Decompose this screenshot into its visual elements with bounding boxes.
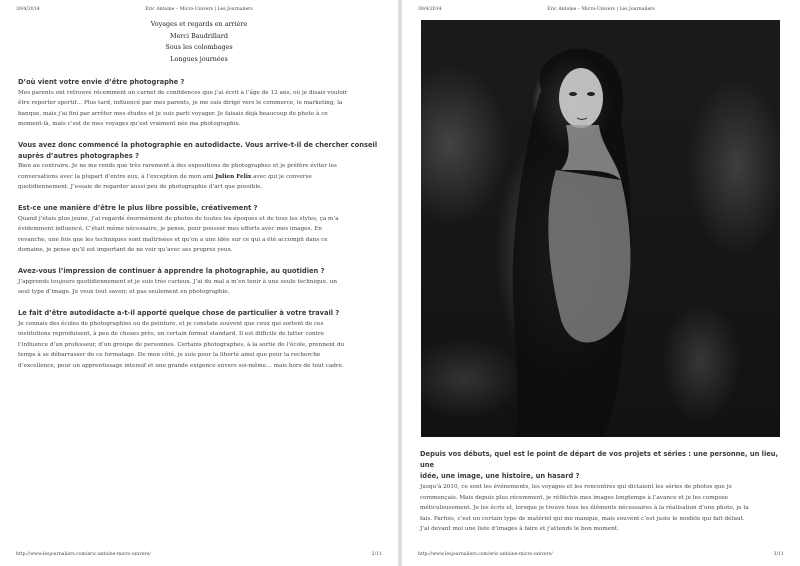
answer-line: commençais. Mais depuis plus récemment, je réfléchis mes images longtemps à l’avance et je les compose <box>420 494 729 501</box>
right-page <box>402 0 800 566</box>
answer-line: méticuleusement. Je les écris et, lorsque je trouve tous les éléments nécessaires à la réalisation d’une photo, je la <box>420 505 749 511</box>
header-date: 30/4/2014 <box>16 7 40 12</box>
question-line: idée, une image, une histoire, un hasard ? <box>420 472 580 480</box>
answer-line: conversations avec la plupart d’entre eux, à l’exception de mon ami <box>18 173 216 180</box>
question-line: Depuis vos débuts, quel est le point de départ de vos projets et séries : une personne, un lieu, une <box>420 450 779 469</box>
question-line: Vous avez donc commencé la photographie en autodidacte. Vous arrive-t-il de chercher conseil <box>18 141 378 149</box>
page-number: 2/11 <box>371 552 382 557</box>
answer <box>18 214 382 256</box>
answer-line: Mes parents ont retrouvé récemment un carnet de confidences que j’ai écrit à l’âge de 12 ans, où je disais vouloir <box>18 89 348 96</box>
related-link[interactable]: Merci Baudrillard <box>170 31 228 40</box>
answer-line: être reporter sportif… Plus tard, influencé par mes parents, je me suis dirigé vers le commerce, le marketing, la <box>18 100 343 106</box>
portrait-photo <box>421 20 780 437</box>
answer <box>18 319 382 372</box>
answer-line: l’influence d’un professeur, d’un groupe de personnes. Certains photographes, à la sortie de l’école, prennent du <box>18 341 345 348</box>
answer-line: quotidiennement. J’essaie de regarder aussi peu de photographie d’art que possible. <box>18 184 263 190</box>
answer-line: avec qui je converse <box>251 173 312 180</box>
answer-line: fais. Parfois, c’est un certain type de matériel qui me manque, mais souvent c’est juste le modèle qui fait défaut. <box>420 515 745 522</box>
answer-line: domaine, je pense qu’il est important de ne voir qu’avec ses propres yeux. <box>18 247 233 253</box>
answer <box>18 277 382 298</box>
related-links <box>0 19 398 65</box>
header-title: Éric Antoine – Micro-Univers | Les Journaliers <box>547 7 655 12</box>
header-date: 30/4/2014 <box>418 7 442 12</box>
question <box>18 140 382 161</box>
question-line: auprès d’autres photographes ? <box>18 151 139 160</box>
interview-body <box>420 449 784 535</box>
answer-line: banque, mais j’ai fini par arrêter mes études et je suis parti voyager. Je faisais déjà beaucoup de photo à ce <box>18 110 328 117</box>
answer-line: évidemment influencé. C’était même nécessaire, je pense, pour pousser mes efforts avec mes images. En <box>18 226 322 232</box>
answer-line: Quand j’étais plus jeune, j’ai regardé énormément de photos de toutes les époques et de tous les styles, ça m’a <box>18 215 339 222</box>
question: D’où vient votre envie d’être photographe ? <box>18 78 185 86</box>
interview-body <box>18 77 382 382</box>
answer <box>18 161 382 193</box>
left-page <box>0 0 398 566</box>
answer-line: moment-là, mais c’est de mes voyages qu’est vraiment née ma photographie. <box>18 121 241 127</box>
answer-line: J’apprends toujours quotidiennement et je suis très curieux. J’ai du mal a m’en tenir à une seule technique, un <box>18 278 338 285</box>
header-title: Éric Antoine – Micro-Univers | Les Journaliers <box>145 7 253 12</box>
answer-line: d’excellence, pour un apprentissage intensif et une grande exigence envers soi-même… mais hors de tout cadre. <box>18 362 344 369</box>
question: Est-ce une manière d’être le plus libre possible, créativement ? <box>18 204 258 212</box>
answer-line: J’ai devant moi une liste d’images à faire et j’attends le bon moment. <box>420 526 619 532</box>
answer-line: Jusqu’à 2010, ce sont les événements, les voyages et les rencontres qui dictaient les séries de photos que je <box>420 484 732 490</box>
person-link[interactable]: Julien Felix <box>215 173 252 180</box>
related-link[interactable]: Voyages et regards en arrière <box>150 20 248 28</box>
answer <box>18 88 382 130</box>
portrait-figure <box>421 20 780 437</box>
answer-line: revanche, une fois que les techniques sont maîtrisées et qu’on a une idée sur ce qui a été accompli dans ce <box>18 236 328 243</box>
answer-line: institutions reproduisent, à peu de choses près, un certain format standard. Il est difficile de lutter contre <box>18 331 324 337</box>
question: Avez-vous l’impression de continuer à apprendre la photographie, au quotidien ? <box>18 267 325 275</box>
answer-line: seul type d’image. Je veux tout savoir, et pas seulement en photographie. <box>18 289 230 295</box>
footer-url[interactable]: http://www.lesjournaliers.com/eric-antoine-micro-univers/ <box>16 552 151 557</box>
answer-line: Je connais des écoles de photographies ou de peinture, et je constate souvent que ceux qui sortent de ces <box>18 320 324 327</box>
answer-line: temps à se débarrasser de ce formatage. De mon côté, je suis pour la liberté ainsi que pour la recherche <box>18 352 321 358</box>
answer-line: Bien au contraire. Je ne me rends que très rarement à des expositions de photographes et je préfère éviter les <box>18 163 337 169</box>
related-link[interactable]: Sous les colombages <box>165 43 233 52</box>
question <box>420 449 784 482</box>
answer <box>420 482 784 535</box>
related-link[interactable]: Longues journées <box>170 54 228 63</box>
footer-url[interactable]: http://www.lesjournaliers.com/eric-antoine-micro-univers/ <box>418 552 553 557</box>
page-number: 3/11 <box>773 552 784 557</box>
question: Le fait d’être autodidacte a-t-il apporté quelque chose de particulier à votre travail ? <box>18 309 340 317</box>
